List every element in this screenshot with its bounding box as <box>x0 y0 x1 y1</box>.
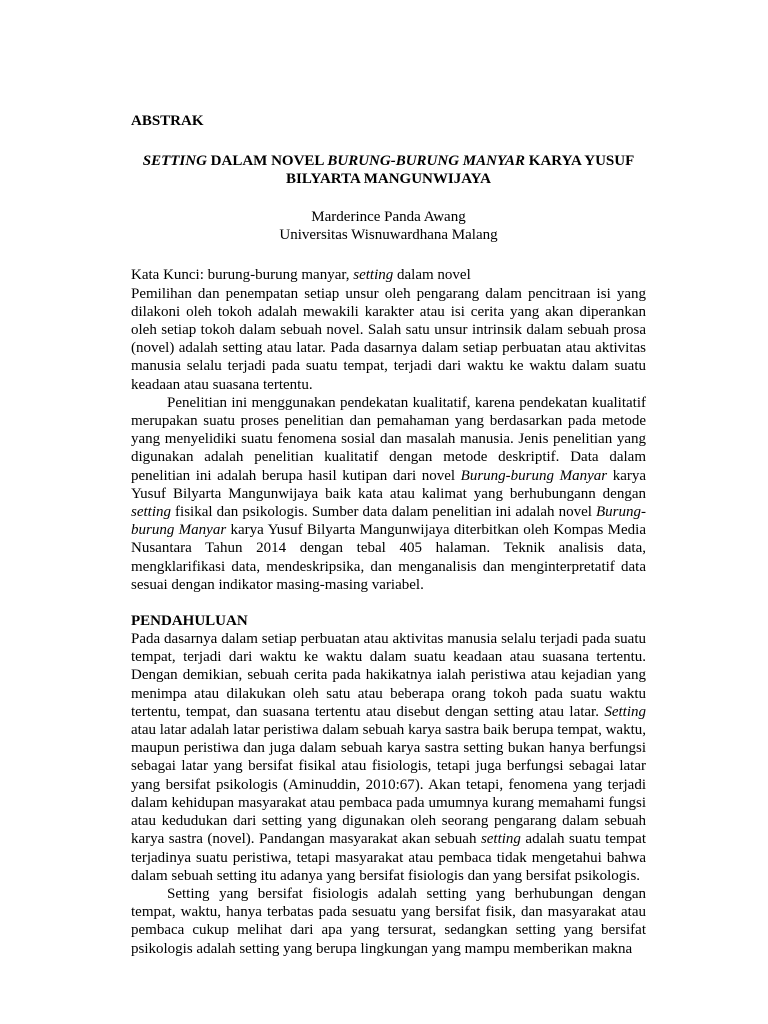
keywords-rest: dalam novel <box>393 267 471 284</box>
document-content <box>131 112 646 958</box>
intro-p1-text-e: adalah suatu tempat terjadinya suatu peristiwa, tetapi masyarakat atau pembaca tidak mengetahui bahwa dalam sebuah setting itu adanya yang bersifat fisiologis dan yang bersifat psikologis. <box>131 831 646 884</box>
intro-p1-text-c: atau latar adalah latar peristiwa dalam sebuah karya sastra baik berupa tempat, waktu, maupun peristiwa dan juga dalam sebuah karya sastra setting bukan hanya berfungsi sebagai latar yang bersifat fisikal atau fisiologis, tetapi juga berfungsi sebagai latar yang bersifat psikologis (Aminuddin, 2010:67). Akan tetapi, fenomena yang terjadi dalam kehidupan masyarakat atau pembaca pada umumnya kurang memahami fungsi atau kedudukan dari setting yang digunakan oleh seorang pengarang dalam sebuah karya sastra (novel). Pandangan masyarakat akan sebuah <box>131 722 646 848</box>
abstract-paragraph-1: Pemilihan dan penempatan setiap unsur oleh pengarang dalam pencitraan isi yang dilakoni oleh tokoh adalah mewakili karakter atau isi cerita yang akan diperankan oleh setiap tokoh dalam sebuah novel. Salah satu unsur intrinsik dalam sebuah prosa (novel) adalah setting atau latar. Pada dasarnya dalam setiap perbuatan atau aktivitas manusia selalu terjadi pada suatu tempat, terjadi dari waktu ke waktu dalam suatu keadaan atau suasana tertentu. <box>131 285 646 393</box>
author-affiliation: Universitas Wisnuwardhana Malang <box>279 227 498 244</box>
keywords-line <box>131 266 646 284</box>
intro-p1-text-a: Pada dasarnya dalam setiap perbuatan atau aktivitas manusia selalu terjadi pada suatu tempat, terjadi dari waktu ke waktu dalam suatu keadaan atau suasana tertentu. Dengan demikian, sebuah cerita pada hakikatnya ialah peristiwa atau kejadian yang menimpa atau dilakukan oleh satu atau beberapa orang tokoh pada suatu waktu tertentu, tempat, dan suasana tertentu atau disebut dengan setting atau latar. <box>131 631 646 720</box>
intro-p1-italic-b: Setting <box>604 703 646 720</box>
title-italic-setting: SETTING <box>142 153 207 169</box>
title-text-1: DALAM NOVEL <box>206 153 328 169</box>
author-block <box>131 208 646 244</box>
intro-paragraph-2: Setting yang bersifat fisiologis adalah setting yang berhubungan dengan tempat, waktu, hanya terbatas pada sesuatu yang bersifat fisik, dan masyarakat atau pembaca cukup melihat dari apa yang tersurat, sedangkan setting yang bersifat psikologis adalah setting yang berupa lingkungan yang mampu memberikan makna <box>131 885 646 957</box>
author-name: Marderince Panda Awang <box>311 209 466 225</box>
abstract-p2-italic-f: Burung-burung Manyar <box>131 504 646 539</box>
title-italic-novel: BURUNG-BURUNG MANYAR <box>327 153 526 169</box>
abstract-p2-text-e: fisikal dan psikologis. Sumber data dalam penelitian ini adalah novel <box>171 504 596 521</box>
paper-title <box>131 152 646 188</box>
paper-title-line-2: BILYARTA MANGUNWIJAYA <box>286 171 491 187</box>
keywords-italic-term: setting <box>353 267 394 284</box>
abstract-paragraph-2 <box>131 394 646 594</box>
abstract-p2-text-g: karya Yusuf Bilyarta Mangunwijaya diterbitkan oleh Kompas Media Nusantara Tahun 2014 dengan tebal 405 halaman. Teknik analisis data, mengklarifikasi data, mendeskripsika, dan menganalisis dan menginterpretatif data sesuai dengan indikator masing-masing variabel. <box>131 522 646 593</box>
keywords-label: Kata Kunci: burung-burung manyar, <box>131 267 354 284</box>
abstract-p2-text-a: Penelitian ini menggunakan pendekatan kualitatif, karena pendekatan kualitatif merupakan suatu proses penelitian dan pemahaman yang berdasarkan pada metode yang menyelidiki suatu fenomena sosial dan masalah manusia. Jenis penelitian yang digunakan adalah penelitian kualitatif dengan metode deskriptif. Data dalam penelitian ini adalah berupa hasil kutipan dari novel <box>131 394 646 484</box>
paper-title-line-1 <box>131 152 646 170</box>
abstract-p2-italic-d: setting <box>131 504 171 521</box>
abstract-heading: ABSTRAK <box>131 113 204 129</box>
intro-p1-italic-d: setting <box>480 831 521 848</box>
abstract-p2-text-c: karya Yusuf Bilyarta Mangunwijaya baik kata atau kalimat yang berhubungann dengan <box>131 467 646 502</box>
intro-heading: PENDAHULUAN <box>131 613 248 630</box>
abstract-p2-italic-b: Burung-burung Manyar <box>460 467 608 484</box>
title-text-2: KARYA YUSUF <box>525 153 635 169</box>
intro-paragraph-1 <box>131 630 646 885</box>
